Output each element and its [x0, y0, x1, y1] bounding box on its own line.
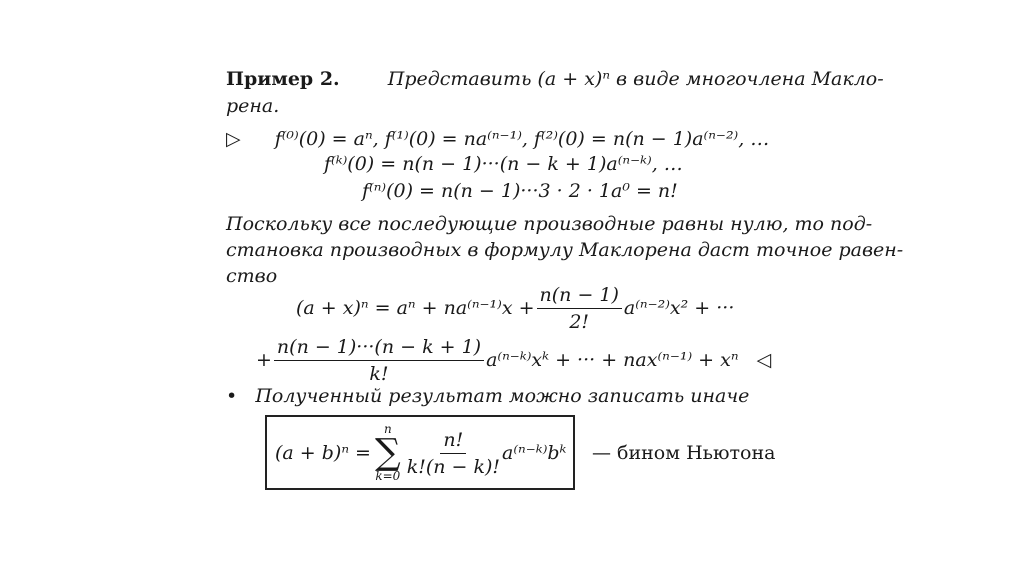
- example-title: Пример 2.: [226, 68, 340, 90]
- expansion-row1-denominator: 2!: [569, 310, 590, 333]
- example-task-line1: Представить (a + x)ⁿ в виде многочлена Макло-: [387, 68, 884, 90]
- example-task-line2: рена.: [226, 95, 280, 117]
- expansion-row1-fraction: [537, 284, 622, 333]
- expansion-row2-right: a⁽ⁿ⁻ᵏ⁾xᵏ + ··· + nax⁽ⁿ⁻¹⁾ + xⁿ: [486, 349, 739, 371]
- bullet-text: Полученный результат можно записать иначе: [255, 385, 750, 407]
- explanation-line1: Поскольку все последующие производные равны нулю, то под-: [226, 213, 873, 235]
- binomial-right: a⁽ⁿ⁻ᵏ⁾bᵏ: [502, 442, 567, 464]
- binomial-left: (a + b)ⁿ =: [275, 442, 371, 464]
- expansion-row2-denominator: k!: [369, 362, 389, 385]
- expansion-row1-right: a⁽ⁿ⁻²⁾x² + ···: [623, 297, 735, 319]
- derivation-end-marker: ◁: [756, 349, 772, 371]
- derivatives-line3: f⁽ⁿ⁾(0) = n(n − 1)···3 · 2 · 1a⁰ = n!: [362, 180, 678, 202]
- binomial-formula: [275, 423, 566, 483]
- binomial-fraction: [407, 429, 500, 478]
- derivatives-line2: f⁽ᵏ⁾(0) = n(n − 1)···(n − k + 1)a⁽ⁿ⁻ᵏ⁾, …: [324, 153, 683, 175]
- expansion-row2-plus: +: [256, 349, 272, 371]
- example-header: [226, 68, 884, 90]
- expansion-row2-fraction: [274, 336, 484, 385]
- derivation-start-marker: ▷: [226, 128, 241, 150]
- expansion-row1-numerator: n(n − 1): [537, 284, 622, 309]
- expansion-row2: [256, 335, 771, 385]
- explanation-line3: ство: [226, 265, 278, 287]
- expansion-row1: [296, 283, 734, 333]
- sum-symbol: ∑: [374, 432, 401, 473]
- bullet-marker: •: [226, 385, 238, 407]
- binomial-label: — бином Ньютона: [592, 442, 776, 464]
- binomial-numerator: n!: [440, 429, 466, 454]
- summation: [375, 423, 401, 483]
- binomial-denominator: k!(n − k)!: [406, 455, 501, 478]
- derivatives-row1: f⁽⁰⁾(0) = aⁿ, f⁽¹⁾(0) = na⁽ⁿ⁻¹⁾, f⁽²⁾(0) = n(n − 1)a⁽ⁿ⁻²⁾, …: [274, 128, 770, 150]
- explanation-line2: становка производных в формулу Маклорена даст точное равен-: [226, 239, 904, 261]
- sum-lower-limit: k=0: [375, 469, 401, 483]
- expansion-row2-numerator: n(n − 1)···(n − k + 1): [274, 336, 484, 361]
- derivatives-line1: [226, 128, 769, 150]
- bullet-line: [226, 385, 749, 407]
- expansion-row1-left: (a + x)ⁿ = aⁿ + na⁽ⁿ⁻¹⁾x +: [296, 297, 535, 319]
- sum-upper-limit: n: [383, 422, 392, 436]
